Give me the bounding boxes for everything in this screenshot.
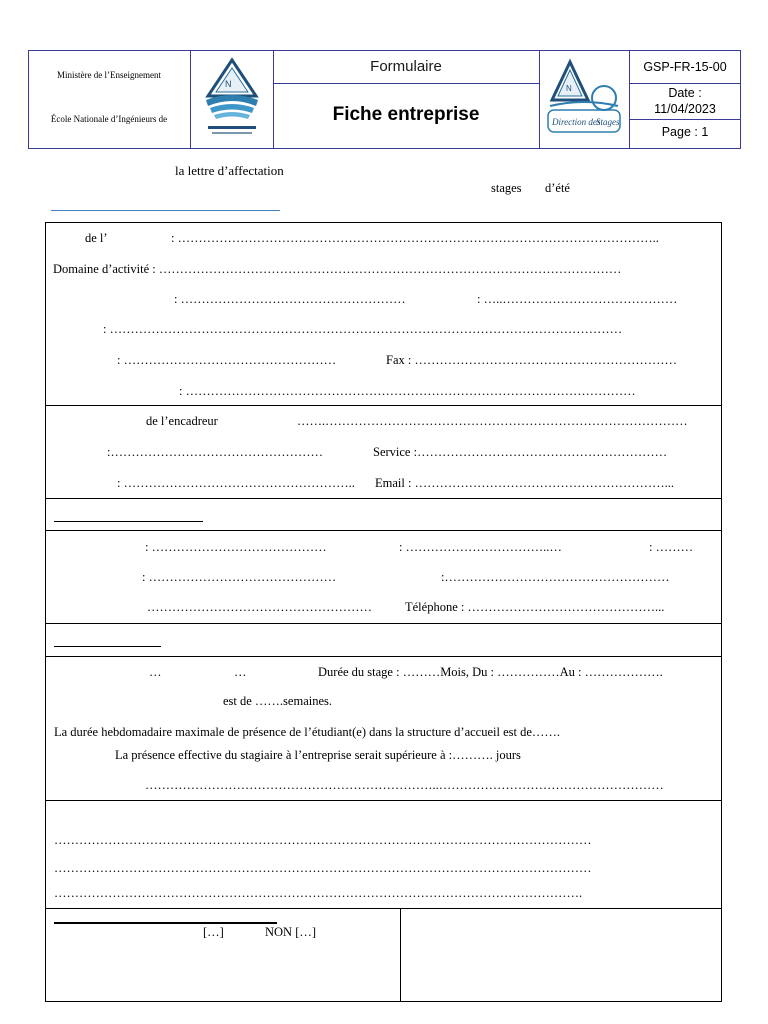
supervisor-phone-field[interactable]: : ……………………………………………….. xyxy=(117,476,355,490)
ministry-name: Ministère de l’Enseignement xyxy=(57,70,161,80)
remarks-line-2[interactable]: ………………………………………………………………………………………………………………… xyxy=(54,861,592,875)
intro-line-2b: d’été xyxy=(545,181,570,195)
remarks-line-3[interactable]: ………………………………………………………………………………………………………………. xyxy=(54,886,583,900)
remarks-line-1[interactable]: ………………………………………………………………………………………………………………… xyxy=(54,833,592,847)
header-divider xyxy=(539,50,540,149)
svg-text:N: N xyxy=(566,84,572,93)
company-phone-field[interactable]: : …………………………………………… xyxy=(117,353,337,367)
student-field-1a[interactable]: : …………………………………… xyxy=(145,540,327,554)
header-divider xyxy=(629,119,741,120)
form-title: Fiche entreprise xyxy=(332,104,480,125)
section-divider xyxy=(45,405,722,406)
footer-heading-underline xyxy=(54,922,277,924)
supervisor-name-field[interactable]: …….…………………………………………………………………………… xyxy=(297,414,688,428)
date-value: 11/04/2023 xyxy=(654,102,716,116)
intro-line-2a: stages xyxy=(491,181,522,195)
company-name-field[interactable]: : …………………………………………………………………………………………………….. xyxy=(171,231,659,245)
company-field-6[interactable]: : ……………………………………………………………………………………………… xyxy=(179,384,636,398)
header-divider xyxy=(190,50,191,149)
page-number: Page : 1 xyxy=(661,125,709,139)
internship-weeks-field[interactable]: est de …….semaines. xyxy=(223,694,333,708)
internship-field-5[interactable]: ……………………………………………………………..……………………………………………… xyxy=(145,778,664,792)
form-code: GSP-FR-15-00 xyxy=(643,60,727,74)
logo-text-direction: Direction des xyxy=(552,117,601,127)
internship-duration-field[interactable]: Durée du stage : ………Mois, Du : ……………Au : ………………. xyxy=(318,665,663,679)
supervisor-label: de l’encadreur xyxy=(146,414,218,428)
form-type-label: Formulaire xyxy=(370,58,442,75)
effective-presence-field[interactable]: La présence effective du stagiaire à l’entreprise serait supérieure à :………. jours xyxy=(115,748,521,762)
student-field-3a[interactable]: ……………………………………………… xyxy=(147,600,372,614)
internship-heading-underline xyxy=(54,646,161,647)
header-divider xyxy=(629,83,741,84)
section-divider xyxy=(45,498,722,499)
section-divider xyxy=(45,623,722,624)
weekly-presence-field[interactable]: La durée hebdomadaire maximale de présence de l’étudiant(e) dans la structure d’accueil est de……. xyxy=(54,725,561,739)
date-label: Date : xyxy=(668,86,702,100)
section-divider xyxy=(45,800,722,801)
intro-underline xyxy=(51,210,280,211)
section-divider xyxy=(45,530,722,531)
company-domain-field[interactable]: Domaine d’activité : ………………………………………………………………………………………………… xyxy=(53,262,622,276)
student-field-2a[interactable]: : ……………………………………… xyxy=(142,570,337,584)
internship-field-1b[interactable]: … xyxy=(234,665,247,679)
supervisor-email-field[interactable]: Email : ……………………………………………………... xyxy=(375,476,674,490)
student-field-1c[interactable]: : ……… xyxy=(649,540,694,554)
internship-field-1a[interactable]: … xyxy=(149,665,162,679)
school-logo xyxy=(198,56,266,142)
student-phone-field[interactable]: Téléphone : ………………………………………... xyxy=(405,600,665,614)
section-divider xyxy=(45,908,722,909)
company-address-field[interactable]: : …………………………………………………………………………………………………………… xyxy=(103,322,623,336)
choice-yes-box[interactable]: […] xyxy=(203,925,224,939)
section-divider xyxy=(45,656,722,657)
company-field-3a[interactable]: : ……………………………………………… xyxy=(174,292,406,306)
company-field-3b[interactable]: : …..…………………………………… xyxy=(477,292,678,306)
supervisor-service-field[interactable]: Service :…………………………………………………… xyxy=(373,445,668,459)
signature-divider xyxy=(400,908,401,1002)
internship-direction-logo xyxy=(544,56,624,142)
svg-text:N: N xyxy=(225,79,232,89)
school-name: École Nationale d’Ingénieurs de xyxy=(50,114,168,124)
choice-no-box[interactable]: NON […] xyxy=(265,925,317,939)
logo-text-stages: Stages xyxy=(596,117,620,127)
supervisor-function-field[interactable]: :…………………………………………… xyxy=(107,445,323,459)
company-name-label: de l’ xyxy=(85,231,108,245)
company-fax-field[interactable]: Fax : ……………………………………………………… xyxy=(386,353,677,367)
student-field-1b[interactable]: : ……………………………..… xyxy=(399,540,562,554)
header-divider xyxy=(273,83,539,84)
student-field-2b[interactable]: :……………………………………………… xyxy=(441,570,670,584)
student-heading-underline xyxy=(54,521,203,522)
intro-line-1: la lettre d’affectation xyxy=(175,163,284,178)
